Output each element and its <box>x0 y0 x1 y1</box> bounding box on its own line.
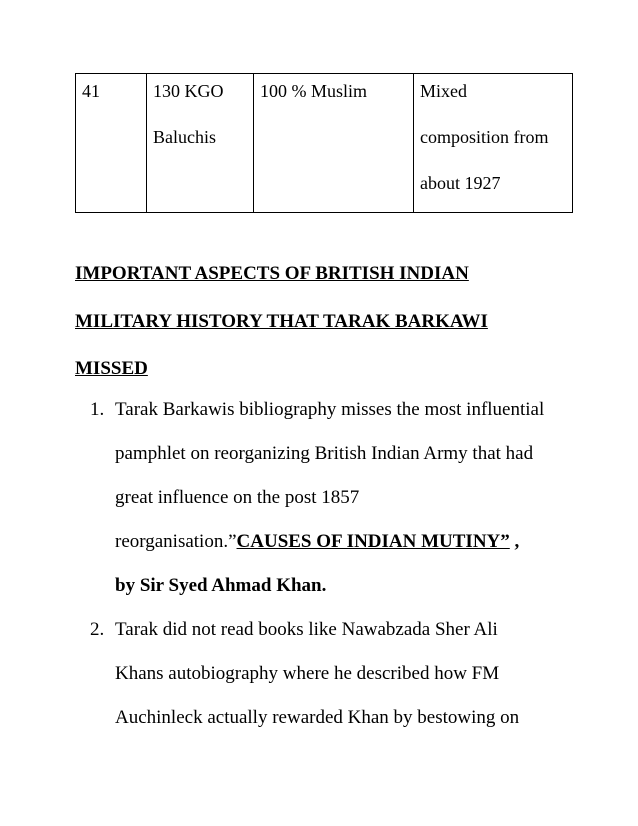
pamphlet-title: CAUSES OF INDIAN MUTINY” <box>236 531 510 552</box>
numbered-list <box>90 388 590 740</box>
list-item-line: pamphlet on reorganizing British Indian Army that had <box>115 443 534 464</box>
list-item-line: great influence on the post 1857 <box>115 487 360 508</box>
heading-line: MISSED <box>75 358 148 379</box>
heading-line: MILITARY HISTORY THAT TARAK BARKAWI <box>75 310 488 332</box>
list-item-line: Tarak Barkawis bibliography misses the most influential <box>115 399 545 420</box>
unit-name-line: 130 KGO <box>153 81 224 101</box>
list-item-line <box>115 520 590 564</box>
title-trailing-comma: , <box>509 531 520 552</box>
unit-cell <box>147 74 254 213</box>
table-row <box>76 74 573 213</box>
list-item-number: 2. <box>90 619 105 640</box>
serial-number: 41 <box>82 81 100 101</box>
remarks-line: about 1927 <box>420 173 501 193</box>
list-item <box>90 608 590 740</box>
section-heading <box>75 250 595 393</box>
composition-text: 100 % Muslim <box>260 81 368 101</box>
list-item-line: Khans autobiography where he described how FM <box>115 663 500 684</box>
remarks-line: Mixed <box>420 81 467 101</box>
list-item-line: Auchinleck actually rewarded Khan by bestowing on <box>115 707 520 728</box>
list-item <box>90 388 590 608</box>
regiment-composition-table <box>75 73 573 213</box>
reorganisation-text: reorganisation.” <box>115 531 237 552</box>
unit-name-line: Baluchis <box>153 127 216 147</box>
remarks-line: composition from <box>420 127 549 147</box>
composition-cell <box>254 74 414 213</box>
author-line: by Sir Syed Ahmad Khan. <box>115 575 327 596</box>
list-item-line: Tarak did not read books like Nawabzada Sher Ali <box>115 619 498 640</box>
list-item-number: 1. <box>90 399 105 420</box>
serial-cell <box>76 74 147 213</box>
remarks-cell <box>414 74 573 213</box>
heading-line: IMPORTANT ASPECTS OF BRITISH INDIAN <box>75 263 469 284</box>
